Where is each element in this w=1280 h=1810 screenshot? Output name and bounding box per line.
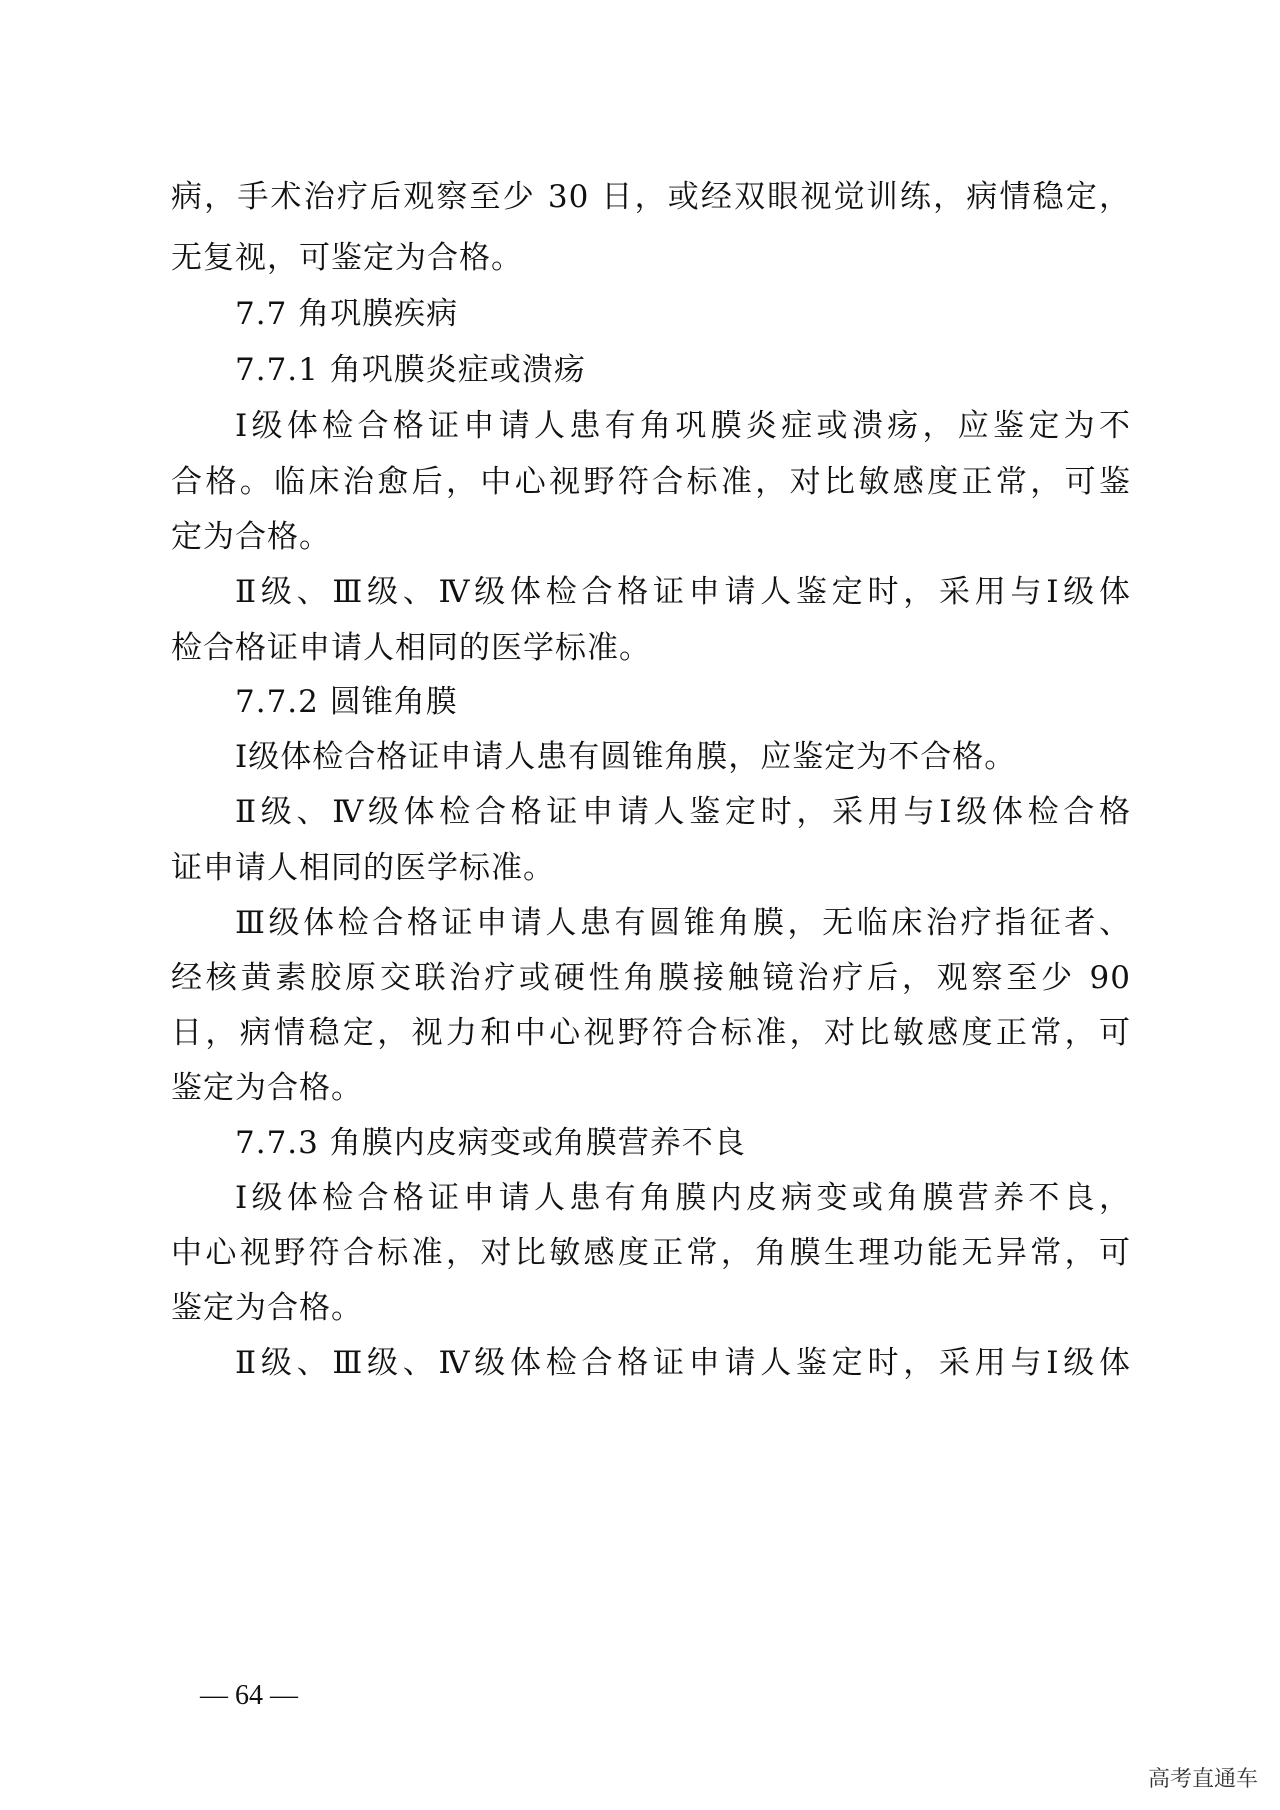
- body-text-line: Ⅰ级体检合格证申请人患有角巩膜炎症或溃疡，应鉴定为不: [235, 408, 1131, 444]
- body-text-line: 经核黄素胶原交联治疗或硬性角膜接触镜治疗后，观察至少 90: [171, 960, 1131, 996]
- body-text-line: Ⅱ级、Ⅳ级体检合格证申请人鉴定时，采用与Ⅰ级体检合格: [235, 794, 1131, 830]
- body-text-line: Ⅲ级体检合格证申请人患有圆锥角膜，无临床治疗指征者、: [235, 905, 1131, 941]
- body-text-line: Ⅰ级体检合格证申请人患有圆锥角膜，应鉴定为不合格。: [235, 739, 1017, 775]
- body-text-line: Ⅱ级、Ⅲ级、Ⅳ级体检合格证申请人鉴定时，采用与Ⅰ级体: [235, 574, 1131, 610]
- subsection-heading: 7.7.3 角膜内皮病变或角膜营养不良: [235, 1125, 746, 1161]
- body-text-line: Ⅰ级体检合格证申请人患有角膜内皮病变或角膜营养不良，: [235, 1180, 1131, 1216]
- section-heading: 7.7 角巩膜疾病: [235, 296, 459, 332]
- body-text-line: 证申请人相同的医学标准。: [171, 850, 555, 886]
- body-text-line: 日，病情稳定，视力和中心视野符合标准，对比敏感度正常，可: [171, 1015, 1131, 1051]
- body-text-line: 检合格证申请人相同的医学标准。: [171, 630, 651, 666]
- subsection-heading: 7.7.1 角巩膜炎症或溃疡: [235, 352, 586, 388]
- watermark-text: 高考直通车: [1147, 1767, 1258, 1792]
- body-text-line: 鉴定为合格。: [171, 1290, 363, 1326]
- subsection-heading: 7.7.2 圆锥角膜: [235, 684, 458, 720]
- body-text-line: 鉴定为合格。: [171, 1070, 363, 1106]
- page-number: — 64 —: [200, 1680, 298, 1711]
- body-text-line: 病，手术治疗后观察至少 30 日，或经双眼视觉训练，病情稳定，: [171, 179, 1131, 215]
- body-text-line: Ⅱ级、Ⅲ级、Ⅳ级体检合格证申请人鉴定时，采用与Ⅰ级体: [235, 1345, 1131, 1381]
- body-text-line: 无复视，可鉴定为合格。: [171, 240, 523, 276]
- body-text-line: 合格。临床治愈后，中心视野符合标准，对比敏感度正常，可鉴: [171, 464, 1131, 500]
- body-text-line: 定为合格。: [171, 519, 331, 555]
- body-text-line: 中心视野符合标准，对比敏感度正常，角膜生理功能无异常，可: [171, 1235, 1131, 1271]
